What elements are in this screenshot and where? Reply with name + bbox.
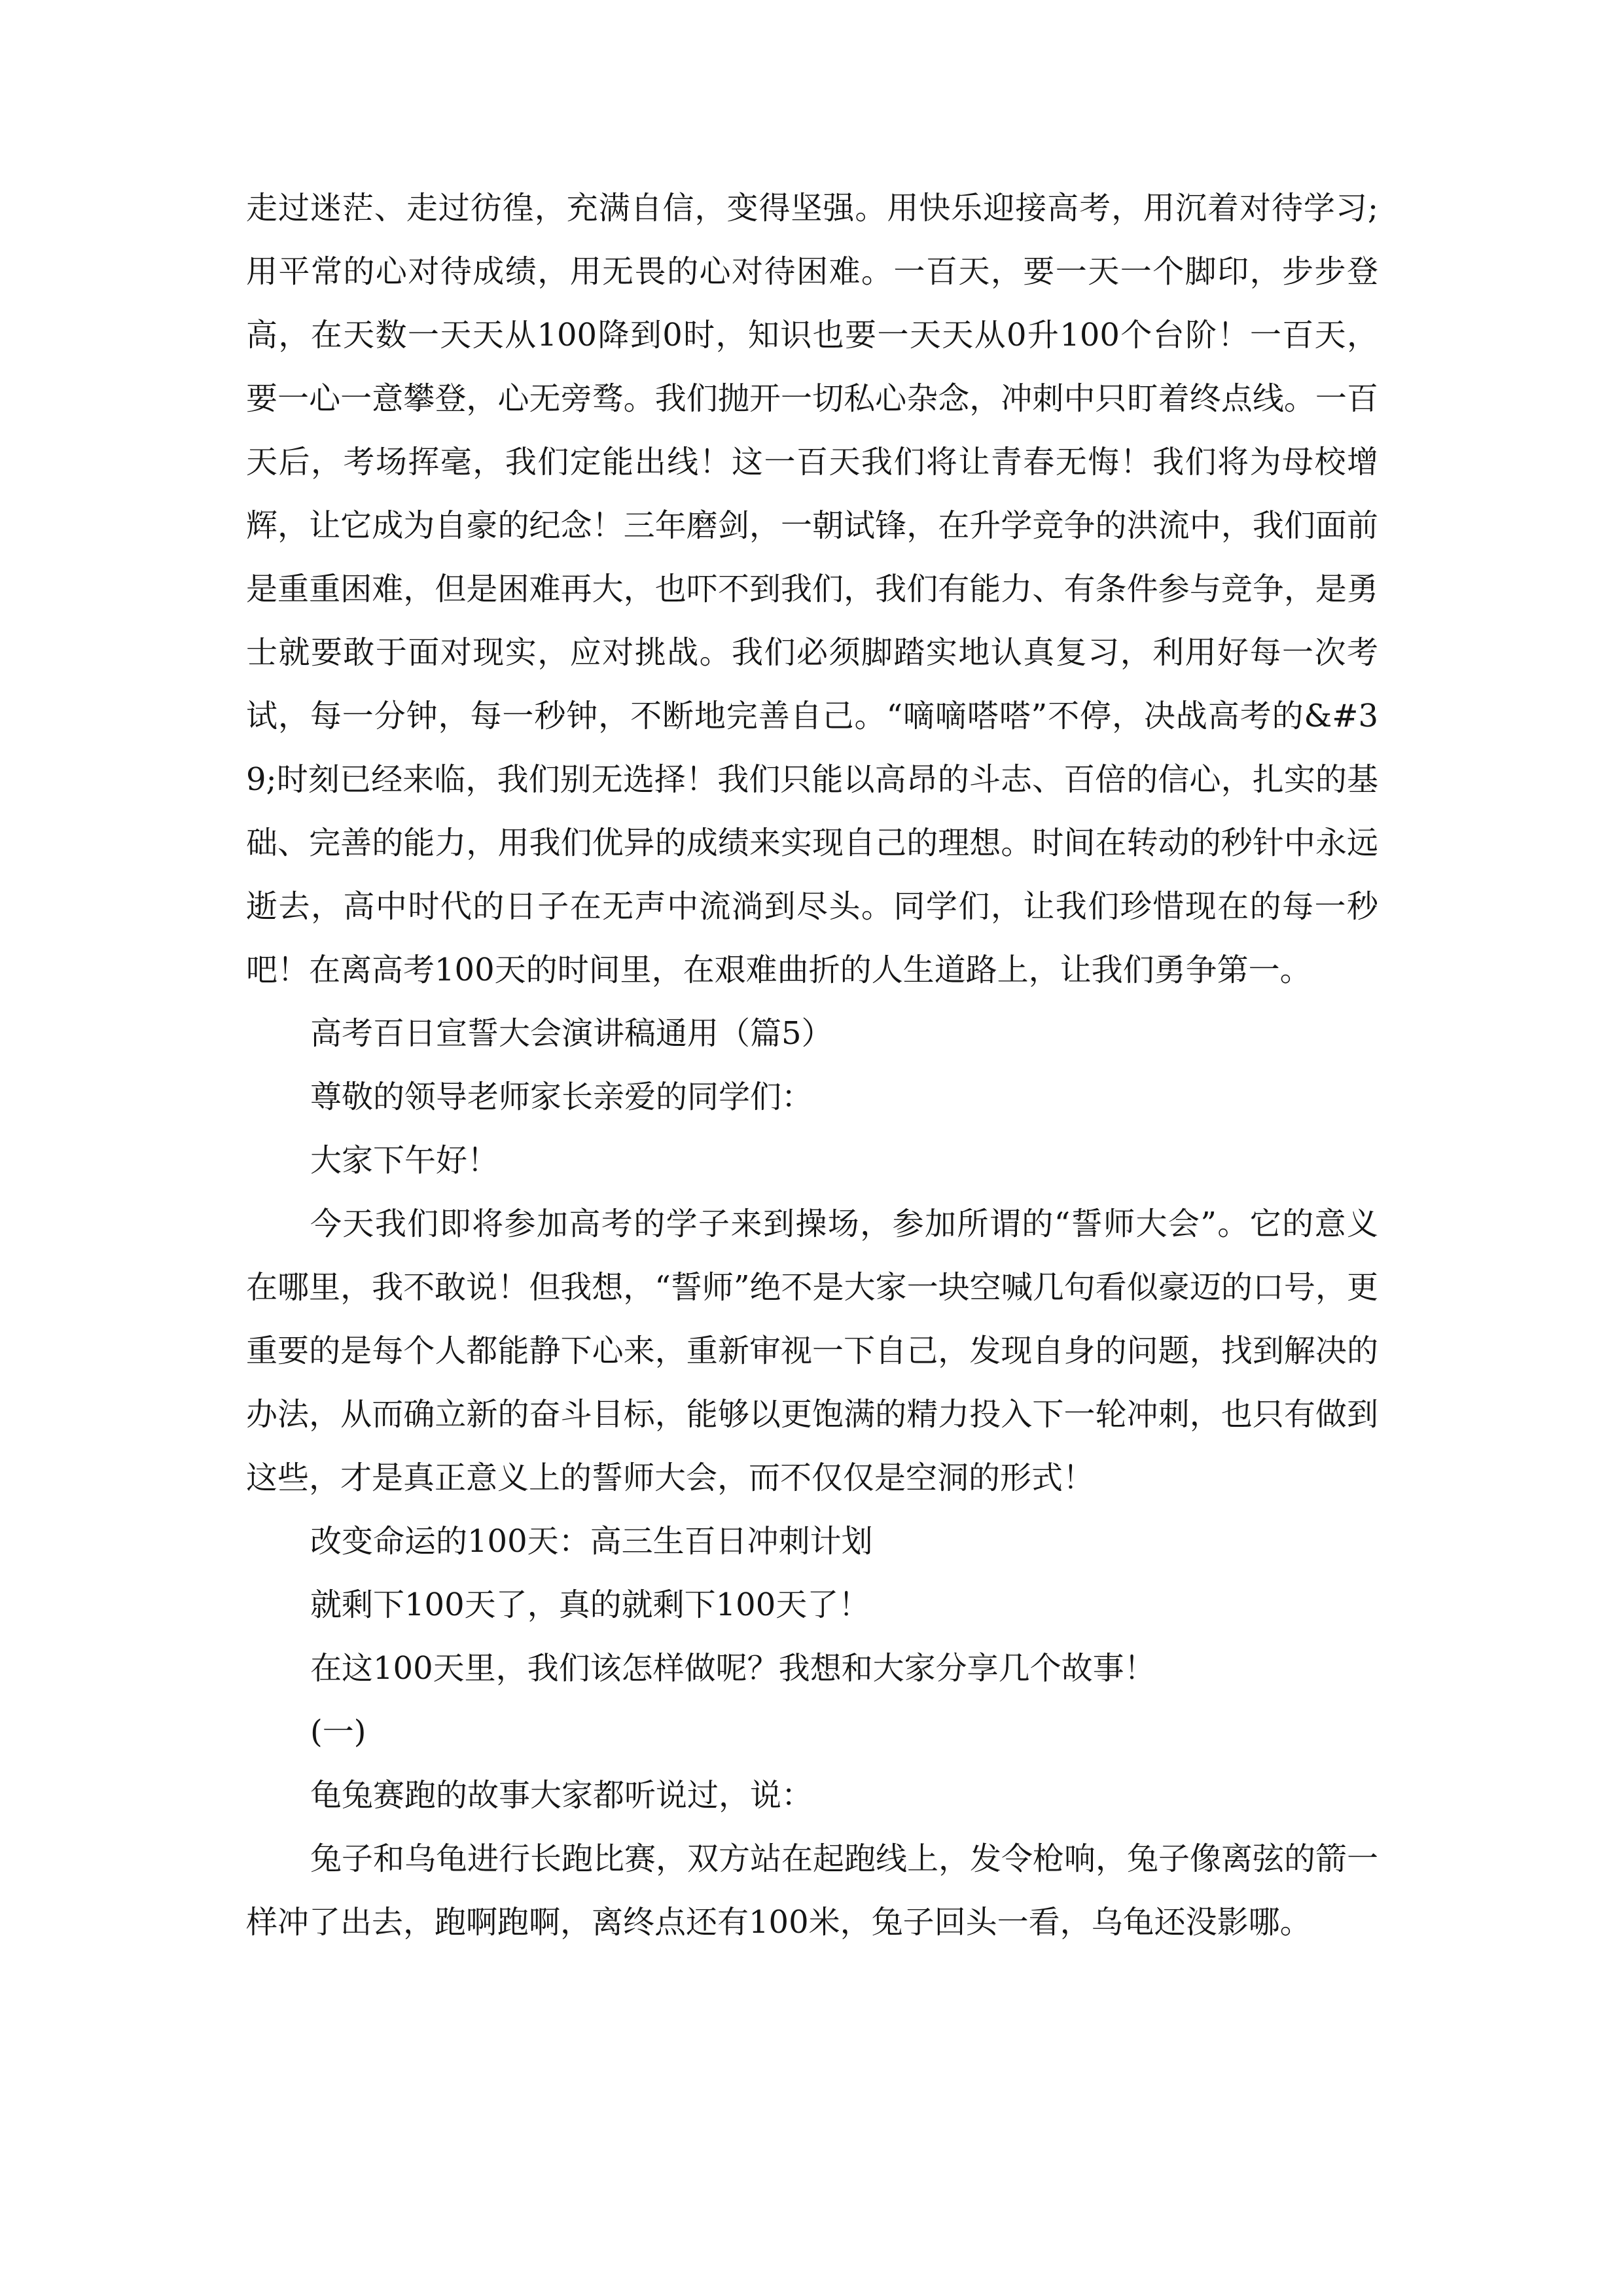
line-share: 在这100天里，我们该怎样做呢？我想和大家分享几个故事！ <box>310 1650 1156 1687</box>
subtitle: 改变命运的100天：高三生百日冲刺计划 <box>310 1523 873 1560</box>
section-title: 高考百日宣誓大会演讲稿通用（篇5） <box>310 1015 833 1052</box>
story-paragraph: 兔子和乌龟进行长跑比赛，双方站在起跑线上，发令枪响，兔子像离弦的箭一样冲了出去，跑啊跑啊，离终点还有100米，兔子回头一看，乌龟还没影哪。 <box>246 1840 1379 1941</box>
salutation: 尊敬的领导老师家长亲爱的同学们： <box>310 1079 813 1115</box>
story-intro: 龟兔赛跑的故事大家都听说过，说： <box>310 1777 813 1814</box>
intro-paragraph: 今天我们即将参加高考的学子来到操场，参加所谓的“誓师大会”。它的意义在哪里，我不敢说！但我想，“誓师”绝不是大家一块空喊几句看似豪迈的口号，更重要的是每个人都能静下心来，重新审视一下自己，发现自身的问题，找到解决的办法，从而确立新的奋斗目标，能够以更饱满的精力投入下一轮冲刺，也只有做到这些，才是真正意义上的誓师大会，而不仅仅是空洞的形式！ <box>246 1206 1378 1496</box>
story-number: (一) <box>310 1713 366 1750</box>
line-remaining: 就剩下100天了，真的就剩下100天了！ <box>310 1587 870 1623</box>
greeting: 大家下午好！ <box>310 1142 499 1179</box>
document-body <box>246 177 1378 1954</box>
continued-paragraph: 走过迷茫、走过彷徨，充满自信，变得坚强。用快乐迎接高考，用沉着对待学习;用平常的心对待成绩，用无畏的心对待困难。一百天，要一天一个脚印，步步登高，在天数一天天从100降到0时，知识也要一天天从0升100个台阶！一百天，要一心一意攀登，心无旁骛。我们抛开一切私心杂念，冲刺中只盯着终点线。一百天后，考场挥毫，我们定能出线！这一百天我们将让青春无悔！我们将为母校增辉，让它成为自豪的纪念！三年磨剑，一朝试锋，在升学竞争的洪流中，我们面前是重重困难，但是困难再大，也吓不到我们，我们有能力、有条件参与竞争，是勇士就要敢于面对现实，应对挑战。我们必须脚踏实地认真复习，利用好每一次考试，每一分钟，每一秒钟，不断地完善自己。“嘀嘀嗒嗒”不停，决战高考的&#39;时刻已经来临，我们别无选择！我们只能以高昂的斗志、百倍的信心，扎实的基础、完善的能力，用我们优异的成绩来实现自己的理想。时间在转动的秒针中永远逝去，高中时代的日子在无声中流淌到尽头。同学们，让我们珍惜现在的每一秒吧！在离高考100天的时间里，在艰难曲折的人生道路上，让我们勇争第一。 <box>246 190 1378 988</box>
